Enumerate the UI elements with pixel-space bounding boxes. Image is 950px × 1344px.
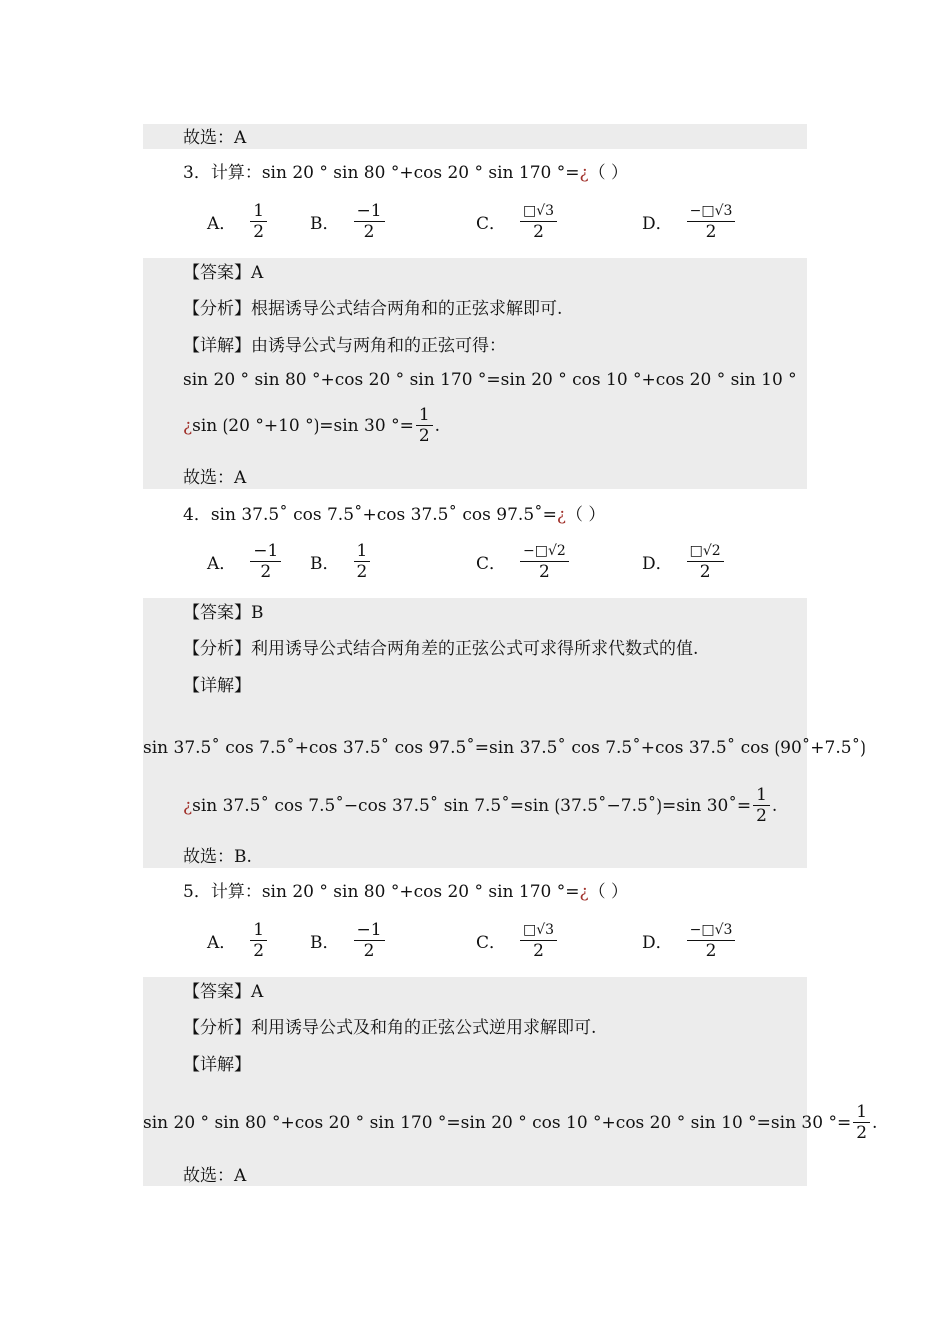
placeholder-marker: ¿ [556, 505, 567, 525]
question-expression: sin 20 ° sin 80 °+cos 20 ° sin 170 °= [261, 163, 580, 183]
equation: sin 37.5˚ cos 7.5˚−cos 37.5˚ sin 7.5˚=sin ⟮37.5˚−7.5˚⟯=sin 30˚= [192, 795, 752, 816]
analysis-q5: 【分析】利用诱导公式及和角的正弦公式逆用求解即可. [183, 1018, 597, 1038]
denominator: 2 [363, 941, 375, 961]
question-number: 5．计算： [183, 882, 262, 902]
option-label: C． [476, 214, 507, 234]
fraction [354, 201, 385, 242]
option-c [476, 920, 559, 961]
fraction [250, 541, 281, 582]
conclusion-q4: 故选：B. [183, 847, 252, 867]
derivation-step-2-q4 [183, 785, 777, 826]
question-number: 3．计算： [183, 163, 262, 183]
numerator: −1 [354, 201, 385, 222]
denominator: 2 [533, 222, 544, 242]
numerator: −□√3 [687, 920, 736, 941]
numerator: −□√2 [520, 541, 569, 562]
fraction [853, 1102, 870, 1143]
placeholder-marker: ¿ [579, 882, 589, 902]
numerator: −1 [250, 541, 281, 562]
fraction [687, 920, 736, 961]
numerator: 1 [416, 405, 433, 426]
option-a [207, 541, 283, 582]
denominator: 2 [856, 1123, 868, 1143]
numerator: −1 [354, 920, 385, 941]
question-4-stem [183, 503, 605, 527]
denominator: 2 [705, 222, 717, 242]
conclusion-q2: 故选：A [183, 128, 247, 148]
option-d [642, 920, 737, 961]
derivation-step-1-q4: sin 37.5˚ cos 7.5˚+cos 37.5˚ cos 97.5˚=sin 37.5˚ cos 7.5˚+cos 37.5˚ cos ⟮90˚+7.5˚⟯ [143, 738, 866, 758]
answer-parens: （ ） [588, 163, 629, 183]
option-c [476, 541, 571, 582]
option-a [207, 920, 269, 961]
answer-q5: 【答案】A [183, 982, 264, 1002]
solution-band-q5 [143, 977, 807, 1186]
question-5-stem [183, 880, 628, 904]
numerator: □√2 [687, 541, 724, 562]
numerator: −□√3 [687, 201, 736, 222]
fraction [416, 405, 433, 446]
equation: sin ⟮20 °+10 °⟯=sin 30 °= [192, 415, 414, 436]
denominator: 2 [363, 222, 375, 242]
fraction [687, 541, 724, 582]
fraction [520, 201, 557, 242]
answer-parens: （ ） [588, 882, 629, 902]
detail-q4: 【详解】 [183, 676, 251, 696]
option-label: B． [310, 554, 340, 574]
derivation-step-1-q3: sin 20 ° sin 80 °+cos 20 ° sin 170 °=sin 20 ° cos 10 °+cos 20 ° sin 10 ° [183, 370, 797, 390]
fraction [520, 920, 557, 961]
option-d [642, 541, 726, 582]
analysis-q4: 【分析】利用诱导公式结合两角差的正弦公式可求得所求代数式的值. [183, 639, 699, 659]
period: . [434, 415, 441, 436]
numerator: 1 [250, 920, 267, 941]
denominator: 2 [253, 941, 265, 961]
numerator: 1 [250, 201, 267, 222]
denominator: 2 [705, 941, 717, 961]
option-label: A． [207, 933, 237, 953]
option-a [207, 201, 269, 242]
question-number: 4． [183, 505, 211, 525]
option-label: A． [207, 554, 237, 574]
denominator: 2 [756, 806, 767, 826]
denominator: 2 [539, 562, 550, 582]
option-label: B． [310, 933, 340, 953]
option-label: D． [642, 214, 673, 234]
question-3-stem [183, 161, 628, 185]
option-label: D． [642, 554, 673, 574]
conclusion-q3: 故选：A [183, 468, 247, 488]
option-b [310, 201, 387, 242]
denominator: 2 [260, 562, 272, 582]
numerator: 1 [853, 1102, 870, 1123]
option-c [476, 201, 559, 242]
placeholder-marker: ¿ [579, 163, 589, 183]
equation: sin 20 ° sin 80 °+cos 20 ° sin 170 °=sin 20 ° cos 10 °+cos 20 ° sin 10 °=sin 30 °= [143, 1112, 852, 1133]
numerator: □√3 [520, 201, 557, 222]
option-b [310, 541, 372, 582]
derivation-q5 [143, 1102, 877, 1143]
fraction [753, 785, 770, 826]
detail-q3: 【详解】由诱导公式与两角和的正弦可得： [183, 336, 506, 356]
denominator: 2 [356, 562, 368, 582]
placeholder-marker: ¿ [183, 795, 193, 816]
numerator: 1 [753, 785, 770, 806]
fraction [354, 920, 385, 961]
option-label: C． [476, 554, 507, 574]
option-label: A． [207, 214, 237, 234]
numerator: 1 [354, 541, 371, 562]
derivation-step-2-q3 [183, 405, 440, 446]
answer-q3: 【答案】A [183, 263, 264, 283]
period: . [872, 1112, 878, 1133]
denominator: 2 [418, 426, 430, 446]
fraction [250, 920, 267, 961]
answer-q4: 【答案】B [183, 603, 264, 623]
option-b [310, 920, 387, 961]
fraction [687, 201, 736, 242]
option-d [642, 201, 737, 242]
denominator: 2 [533, 941, 544, 961]
fraction [520, 541, 569, 582]
fraction [250, 201, 267, 242]
placeholder-marker: ¿ [183, 415, 193, 436]
analysis-q3: 【分析】根据诱导公式结合两角和的正弦求解即可. [183, 299, 563, 319]
answer-parens: （ ） [566, 505, 606, 525]
denominator: 2 [253, 222, 265, 242]
option-label: C． [476, 933, 507, 953]
period: . [771, 795, 778, 816]
conclusion-q5: 故选：A [183, 1166, 247, 1186]
detail-q5: 【详解】 [183, 1055, 251, 1075]
denominator: 2 [699, 562, 711, 582]
question-expression: sin 37.5˚ cos 7.5˚+cos 37.5˚ cos 97.5˚= [210, 505, 557, 525]
fraction [354, 541, 371, 582]
question-expression: sin 20 ° sin 80 °+cos 20 ° sin 170 °= [261, 882, 580, 902]
option-label: B． [310, 214, 340, 234]
option-label: D． [642, 933, 673, 953]
numerator: □√3 [520, 920, 557, 941]
